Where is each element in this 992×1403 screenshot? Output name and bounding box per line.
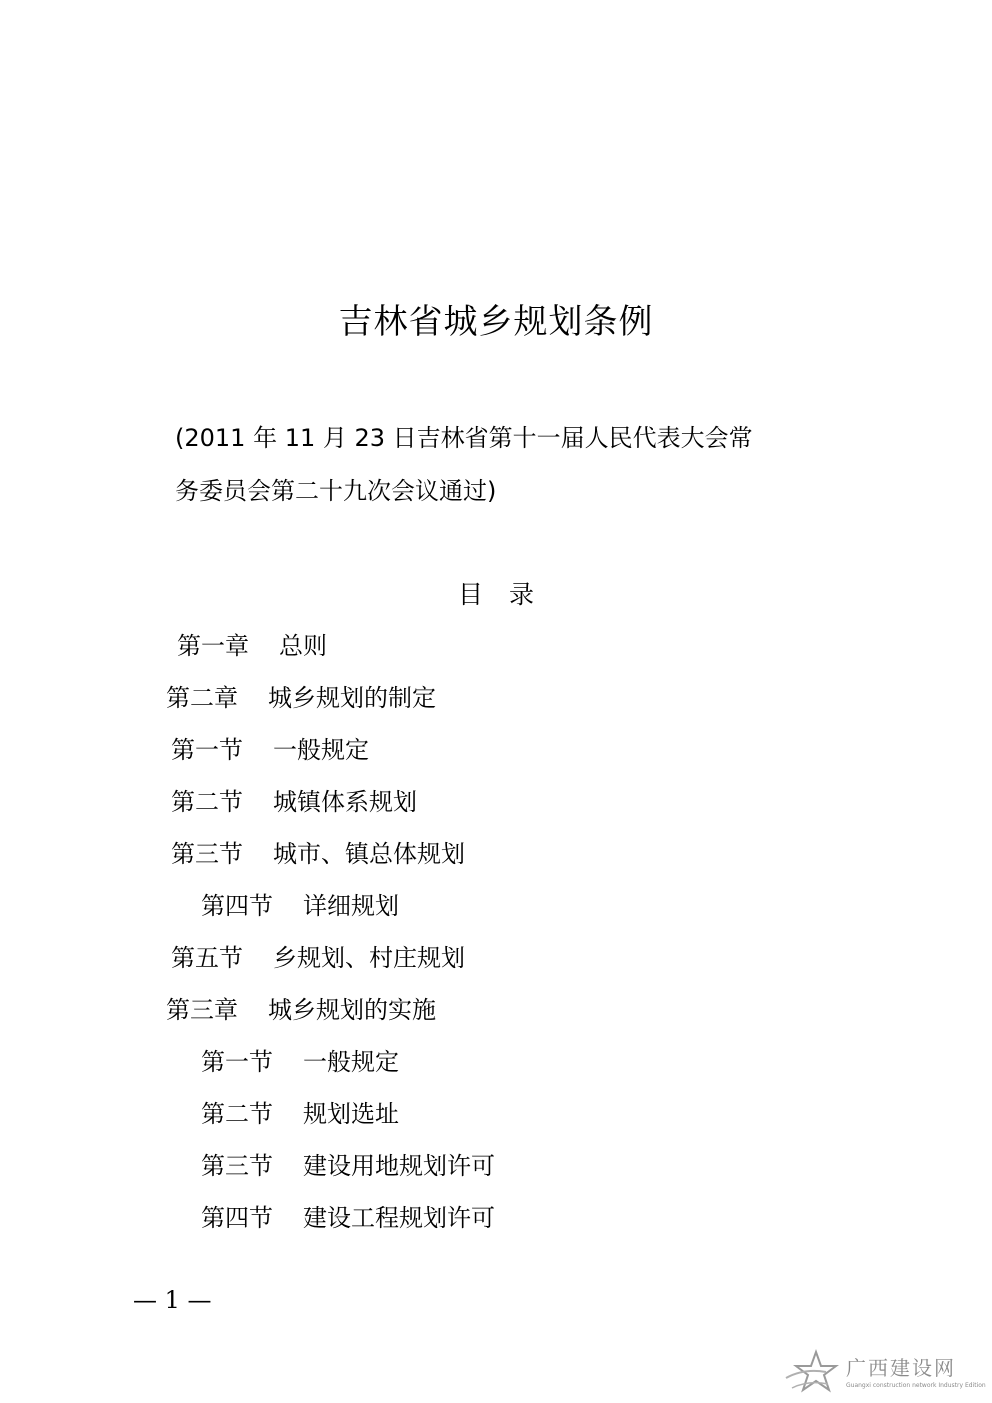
toc-item-title: 总则 xyxy=(279,632,327,660)
toc-item-title: 乡规划、村庄规划 xyxy=(273,944,465,972)
subtitle-line-2: 务委员会第二十九次会议通过) xyxy=(175,477,497,505)
toc-heading xyxy=(0,578,992,612)
toc-item-number: 第一节 xyxy=(171,736,243,764)
toc-item-ch3-section-1[interactable] xyxy=(201,1046,399,1078)
toc-item-title: 规划选址 xyxy=(303,1100,399,1128)
toc-item-ch3-section-4[interactable] xyxy=(201,1202,495,1234)
toc-heading-char-2: 录 xyxy=(509,580,535,609)
toc-item-chapter-2[interactable] xyxy=(166,682,436,714)
toc-item-title: 建设用地规划许可 xyxy=(303,1152,495,1180)
watermark-name: 广西建设网 xyxy=(846,1356,956,1380)
star-logo-icon xyxy=(782,1348,844,1398)
toc-item-ch3-section-2[interactable] xyxy=(201,1098,399,1130)
toc-item-number: 第三节 xyxy=(171,840,243,868)
toc-item-number: 第四节 xyxy=(201,1204,273,1232)
toc-item-number: 第五节 xyxy=(171,944,243,972)
toc-item-ch2-section-3[interactable] xyxy=(171,838,465,870)
toc-item-chapter-1[interactable] xyxy=(177,630,327,662)
toc-item-number: 第四节 xyxy=(201,892,273,920)
toc-item-ch2-section-1[interactable] xyxy=(171,734,369,766)
toc-item-title: 建设工程规划许可 xyxy=(303,1204,495,1232)
toc-item-ch2-section-4[interactable] xyxy=(201,890,399,922)
toc-item-number: 第二节 xyxy=(201,1100,273,1128)
toc-item-number: 第三节 xyxy=(201,1152,273,1180)
toc-item-title: 详细规划 xyxy=(303,892,399,920)
toc-item-title: 城乡规划的实施 xyxy=(268,996,436,1024)
toc-item-title: 一般规定 xyxy=(303,1048,399,1076)
toc-item-title: 城市、镇总体规划 xyxy=(273,840,465,868)
toc-item-ch2-section-5[interactable] xyxy=(171,942,465,974)
toc-item-ch3-section-3[interactable] xyxy=(201,1150,495,1182)
watermark-tagline: Guangxi construction network Industry Edition xyxy=(846,1382,986,1389)
toc-item-number: 第一节 xyxy=(201,1048,273,1076)
toc-item-number: 第二章 xyxy=(166,684,238,712)
toc-item-title: 一般规定 xyxy=(273,736,369,764)
toc-item-chapter-3[interactable] xyxy=(166,994,436,1026)
page-number: — 1 — xyxy=(133,1286,212,1314)
toc-item-number: 第一章 xyxy=(177,632,249,660)
toc-item-ch2-section-2[interactable] xyxy=(171,786,417,818)
toc-item-title: 城乡规划的制定 xyxy=(268,684,436,712)
toc-item-number: 第二节 xyxy=(171,788,243,816)
toc-item-number: 第三章 xyxy=(166,996,238,1024)
subtitle-line-1: (2011 年 11 月 23 日吉林省第十一届人民代表大会常 xyxy=(175,424,753,452)
site-watermark xyxy=(782,1348,987,1398)
toc-heading-char-1: 目 xyxy=(457,580,483,609)
toc-item-title: 城镇体系规划 xyxy=(273,788,417,816)
document-title: 吉林省城乡规划条例 xyxy=(338,302,654,342)
